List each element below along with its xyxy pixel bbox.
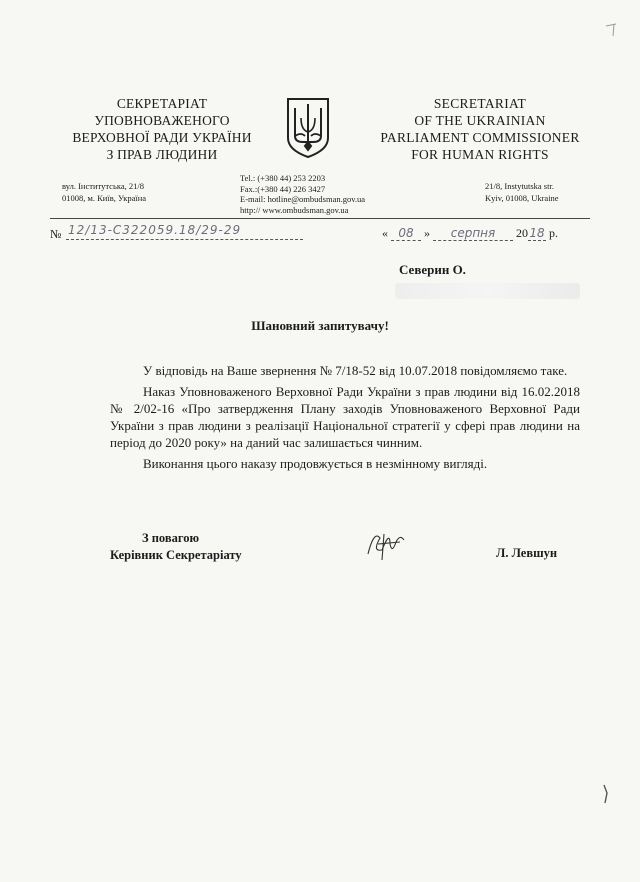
fax-line: Fax.:(+380 44) 226 3427 [240, 183, 326, 194]
phone-line: Tel.: (+380 44) 253 2203 [240, 173, 326, 183]
header-divider [50, 218, 590, 219]
contacts-block [240, 173, 365, 215]
date-day: 08 [391, 226, 421, 241]
corner-mark [604, 22, 618, 38]
header-ua-line: З ПРАВ ЛЮДИНИ [106, 147, 218, 162]
salutation: Шановний запитувачу! [251, 318, 389, 333]
body-paragraph: У відповідь на Ваше звернення № 7/18-52 від 10.07.2018 повідомляємо таке. [143, 363, 568, 378]
email-line: E-mail: hotline@ombudsman.gov.ua [240, 194, 366, 204]
body-paragraph: Виконання цього наказу продовжується в незмінному вигляді. [143, 456, 488, 471]
address-en-line: 21/8, Instytutska str. [485, 181, 554, 191]
reference-number: 12/13-С322059.18/29-29 [66, 223, 303, 240]
date-open-quote: « [382, 226, 388, 240]
address-en-line: Kyiv, 01008, Ukraine [485, 193, 559, 203]
signature-icon [360, 524, 410, 564]
closing-position: Керівник Секретаріату [110, 548, 242, 562]
header-ukrainian [62, 95, 262, 163]
trident-coat-of-arms-icon [283, 96, 333, 160]
address-ua-line: вул. Інститутська, 21/8 [62, 181, 144, 191]
address-ua-line: 01008, м. Київ, Україна [62, 193, 147, 203]
header-en-line: PARLIAMENT COMMISSIONER [380, 130, 580, 145]
header-en-line: FOR HUMAN RIGHTS [411, 147, 549, 162]
header-en-line: OF THE UKRAINIAN [414, 113, 546, 128]
closing-regards: З повагою [142, 531, 200, 545]
signer-name: Л. Левшун [496, 546, 558, 560]
date-year-suffix: 18 [529, 226, 545, 240]
address-english [485, 180, 559, 204]
reference-number-sign: № [50, 227, 62, 241]
addressee-name: Северин О. [399, 262, 466, 277]
header-en-line: SECRETARIAT [433, 96, 527, 111]
page-mark [601, 783, 611, 805]
website-line: http:// www.ombudsman.gov.ua [240, 204, 349, 215]
date-month: серпня [433, 226, 513, 241]
redacted-address [395, 283, 580, 299]
date-close-quote: » [424, 226, 430, 240]
letter-body [110, 362, 580, 476]
address-ukrainian [62, 180, 146, 204]
date-year-prefix: 20 [516, 226, 528, 240]
header-ua-line: ВЕРХОВНОЇ РАДИ УКРАЇНИ [72, 130, 252, 145]
closing-block [110, 530, 242, 564]
header-ua-line: УПОВНОВАЖЕНОГО [94, 113, 230, 128]
header-ua-line: СЕКРЕТАРІАТ [116, 96, 208, 111]
date-year-unit: р. [549, 226, 558, 240]
letter-date [382, 226, 558, 241]
body-paragraph: Наказ Уповноваженого Верховної Ради України з прав людини від 16.02.2018 № 2/02-16 «Про затвердження Плану заходів Уповноваженого Верховної Ради України з прав людини з реалізації Національної стратегії у сфері прав людини на період до 2020 року» на даний час залишається чинним. [110, 384, 580, 450]
header-english [380, 95, 580, 163]
